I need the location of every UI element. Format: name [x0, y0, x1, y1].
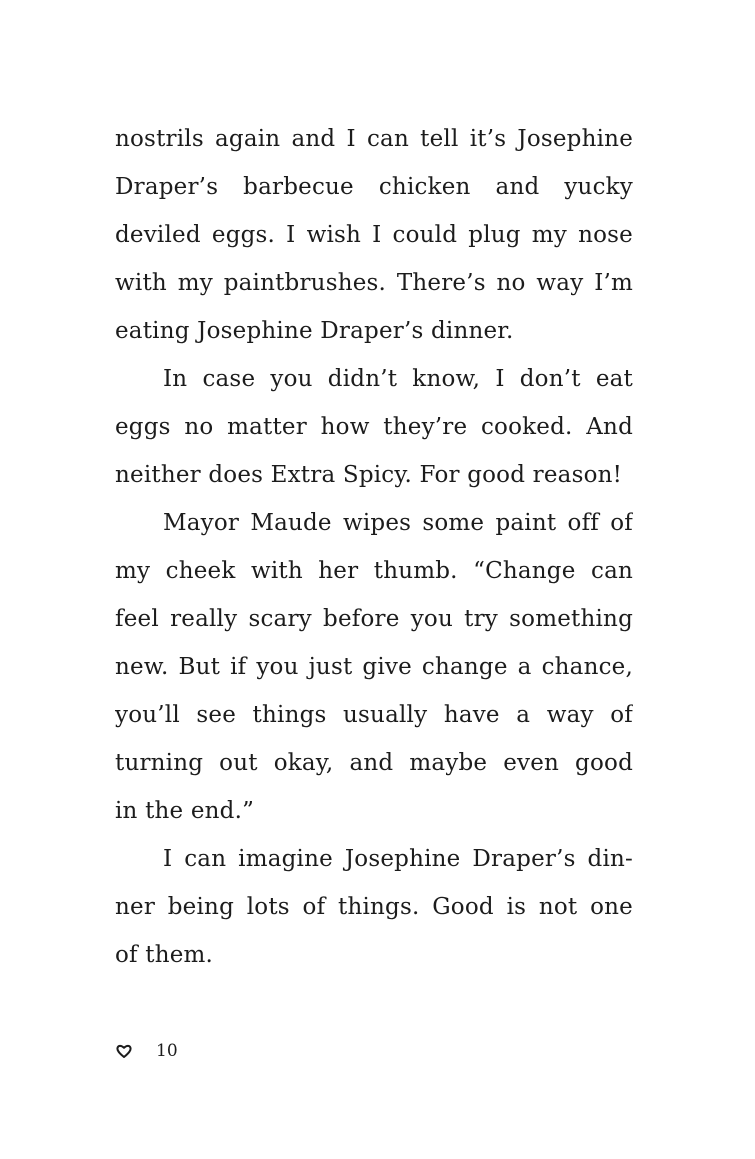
text-line: turning out okay, and maybe even good [115, 750, 633, 776]
body-text [115, 115, 633, 979]
text-line: nostrils again and I can tell it’s Josephine [115, 126, 633, 152]
text-line: I can imagine Josephine Draper’s din- [163, 846, 633, 872]
text-line: ner being lots of things. Good is not one [115, 894, 633, 920]
text-line: with my paintbrushes. There’s no way I’m [115, 270, 633, 296]
text-line: feel really scary before you try something [115, 606, 633, 632]
text-line: in the end.” [115, 798, 255, 824]
text-line: my cheek with her thumb. “Change can [115, 558, 633, 584]
text-line: eating Josephine Draper’s dinner. [115, 318, 514, 344]
text-line: new. But if you just give change a chance, [115, 654, 633, 680]
text-line: of them. [115, 942, 214, 968]
text-line: eggs no matter how they’re cooked. And [115, 414, 633, 440]
text-line: deviled eggs. I wish I could plug my nose [115, 222, 633, 248]
page-number: 10 [156, 1041, 178, 1061]
page-footer [116, 1037, 178, 1065]
text-line: Mayor Maude wipes some paint off of [163, 510, 633, 536]
text-line: Draper’s barbecue chicken and yucky [115, 174, 633, 200]
heart-icon [116, 1043, 132, 1059]
text-line: you’ll see things usually have a way of [115, 702, 633, 728]
text-line: In case you didn’t know, I don’t eat [163, 366, 633, 392]
text-line: neither does Extra Spicy. For good reason! [115, 462, 623, 488]
